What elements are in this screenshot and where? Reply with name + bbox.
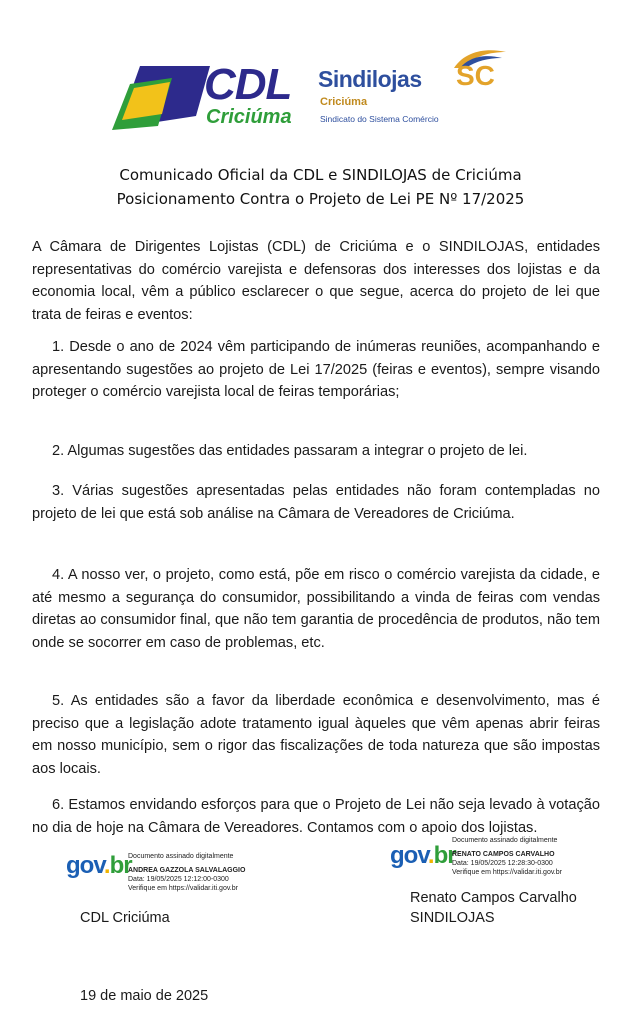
document-title-line-1: Comunicado Oficial da CDL e SINDILOJAS de Criciúma bbox=[119, 166, 522, 184]
signature-label-sindilojas: SINDILOJAS bbox=[410, 910, 495, 926]
signature-stamp-right bbox=[390, 836, 590, 886]
item-5: 5. As entidades são a favor da liberdade econômica e desenvolvimento, mas é preciso que a legislação adote tratamento igual àqueles que vêm apenas abrir feiras em nosso município, sem o rigor das fiscalizações de toda natureza que são impostas aos locais. bbox=[32, 693, 600, 777]
document-date: 19 de maio de 2025 bbox=[80, 988, 209, 1004]
item-2: 2. Algumas sugestões das entidades passaram a integrar o projeto de lei. bbox=[52, 443, 528, 459]
signer-name: ANDREA GAZZOLA SALVALAGGIO bbox=[128, 867, 246, 874]
cdl-logo-name: CDL bbox=[204, 60, 292, 109]
signature-verify: Verifique em https://validar.iti.gov.br bbox=[452, 869, 562, 876]
sindilojas-logo-state: SC bbox=[456, 60, 495, 91]
gov-br-logo: gov.br bbox=[66, 852, 132, 879]
cdl-logo bbox=[112, 60, 298, 132]
signer-name: RENATO CAMPOS CARVALHO bbox=[452, 851, 555, 858]
signature-verify: Verifique em https://validar.iti.gov.br bbox=[128, 885, 238, 892]
signature-stamp-left bbox=[66, 846, 266, 896]
gov-br-logo: gov.br bbox=[390, 842, 456, 869]
item-6: 6. Estamos envidando esforços para que o Projeto de Lei não seja levado à votação no dia de hoje na Câmara de Vereadores. Contamos com o apoio dos lojistas. bbox=[32, 797, 600, 836]
signature-heading: Documento assinado digitalmente bbox=[128, 853, 234, 860]
signature-date: Data: 19/05/2025 12:28:30-0300 bbox=[452, 860, 553, 867]
item-1: 1. Desde o ano de 2024 vêm participando de inúmeras reuniões, acompanhando e apresentando sugestões ao projeto de Lei 17/2025 (feiras e eventos), sempre visando proteger o comércio varejista local de feiras temporárias; bbox=[32, 339, 600, 401]
signature-heading: Documento assinado digitalmente bbox=[452, 837, 558, 844]
intro-paragraph: A Câmara de Dirigentes Lojistas (CDL) de Criciúma e o SINDILOJAS, entidades representativas do comércio varejista e defensoras dos interesses dos lojistas e da economia local, vêm a público esclarecer o que segue, acerca do projeto de lei que trata de feiras e eventos: bbox=[32, 239, 600, 323]
sindilojas-logo-city: Criciúma bbox=[320, 96, 368, 108]
signature-name-renato: Renato Campos Carvalho bbox=[410, 890, 577, 906]
cdl-swoosh-icon bbox=[112, 64, 212, 130]
document-title-line-2: Posicionamento Contra o Projeto de Lei PE Nº 17/2025 bbox=[116, 190, 525, 208]
item-4: 4. A nosso ver, o projeto, como está, põe em risco o comércio varejista da cidade, e até mesmo a segurança do consumidor, possibilitando a vinda de feiras com vendas diretas ao consumidor final, que não tem garantia de procedência de produtos, não tem onde se socorrer em caso de problemas, etc. bbox=[32, 567, 600, 651]
signature-date: Data: 19/05/2025 12:12:00-0300 bbox=[128, 876, 229, 883]
cdl-logo-city: Criciúma bbox=[206, 106, 292, 128]
sindilojas-logo bbox=[318, 48, 518, 134]
sindilojas-logo-name: Sindilojas bbox=[318, 66, 422, 92]
item-3: 3. Várias sugestões apresentadas pelas entidades não foram contempladas no projeto de lei que está sob análise na Câmara de Vereadores de Criciúma. bbox=[32, 483, 600, 522]
signature-label-cdl: CDL Criciúma bbox=[80, 910, 170, 926]
sindilojas-logo-subtitle: Sindicato do Sistema Comércio bbox=[320, 114, 439, 124]
